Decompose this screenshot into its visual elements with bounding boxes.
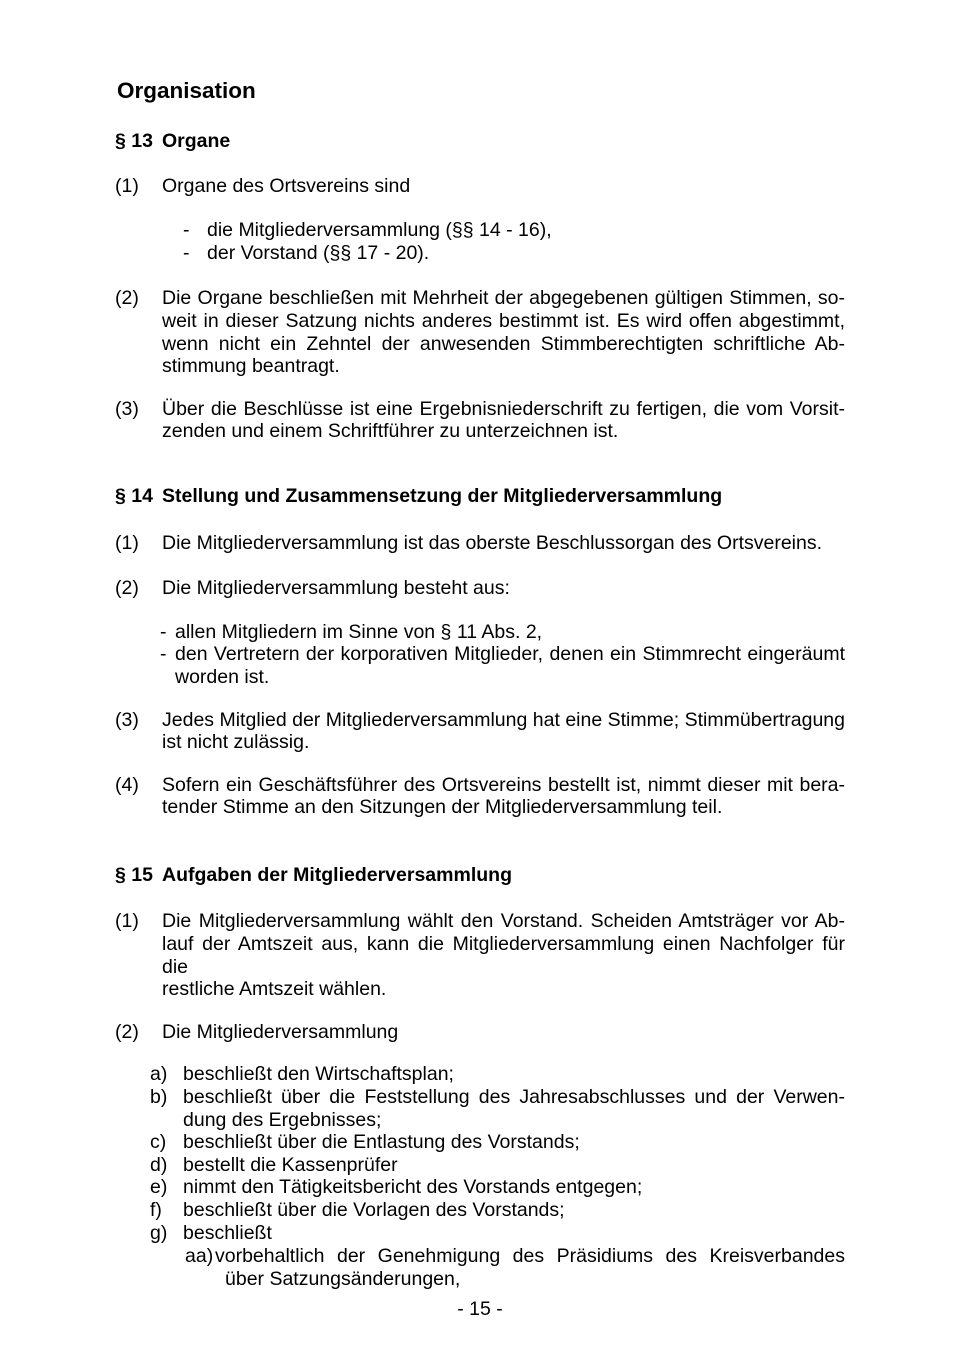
list-item [183, 219, 960, 242]
text-line: wenn nicht ein Zehntel der anwesenden Stimmberechtigten schriftliche Ab- [162, 332, 845, 355]
text-line: Die Mitgliederversammlung ist das oberste Beschlussorgan des Ortsvereins. [162, 531, 823, 554]
list-item-marker: d) [150, 1153, 168, 1176]
text-lines [162, 398, 845, 443]
dash-list [0, 219, 960, 264]
numbered-paragraph [115, 774, 960, 819]
list-item [150, 1176, 960, 1199]
section-heading-text: Aufgaben der Mitgliederversammlung [162, 863, 512, 886]
dash-bullet: - [160, 620, 167, 643]
text-line: beschließt [183, 1221, 272, 1244]
page-number: - 15 - [457, 1298, 503, 1321]
dash-bullet: - [183, 241, 190, 264]
text-lines [183, 1154, 845, 1177]
list-item [160, 643, 960, 688]
text-line: stimmung beantragt. [162, 355, 340, 378]
text-lines [183, 1086, 845, 1131]
paragraph-number: (3) [115, 397, 139, 420]
text-line: Über die Beschlüsse ist eine Ergebnisniederschrift zu fertigen, die vom Vorsit- [162, 397, 845, 420]
text-line: restliche Amtszeit wählen. [162, 978, 387, 1001]
list-item [150, 1086, 960, 1131]
text-line: ist nicht zulässig. [162, 731, 310, 754]
section-number: § 15 [115, 863, 153, 886]
section-number: § 13 [115, 130, 153, 152]
list-item [150, 1154, 960, 1177]
text-line: beschließt den Wirtschaftsplan; [183, 1063, 454, 1086]
section-heading-text: Stellung und Zusammensetzung der Mitgliederversammlung [162, 484, 723, 507]
text-line: allen Mitgliedern im Sinne von § 11 Abs. 2, [175, 620, 543, 643]
letter-list [0, 1063, 960, 1244]
text-line: Organe des Ortsvereins sind [162, 174, 411, 197]
text-lines [162, 175, 845, 198]
text-line: über Satzungsänderungen, [225, 1267, 461, 1290]
text-lines [162, 709, 845, 754]
list-item-marker: aa) [185, 1245, 214, 1268]
numbered-paragraph [115, 398, 960, 443]
subletter-list [0, 1245, 960, 1290]
text-lines [215, 1245, 845, 1290]
numbered-paragraph [115, 1021, 960, 1044]
text-lines [207, 242, 845, 265]
paragraph-number: (1) [115, 531, 139, 554]
list-item [183, 242, 960, 265]
list-item [150, 1199, 960, 1222]
text-line: Die Mitgliederversammlung wählt den Vorstand. Scheiden Amtsträger vor Ab- [162, 910, 845, 933]
text-lines [162, 532, 845, 555]
numbered-paragraph [115, 709, 960, 754]
list-item-marker: b) [150, 1086, 168, 1109]
text-lines [175, 621, 845, 644]
text-line: worden ist. [175, 665, 270, 688]
list-item-marker: a) [150, 1063, 168, 1086]
text-lines [207, 219, 845, 242]
text-line: lauf der Amtszeit aus, kann die Mitgliederversammlung einen Nachfolger für die [162, 933, 845, 978]
numbered-paragraph [115, 910, 960, 1000]
text-line: beschließt über die Feststellung des Jahresabschlusses und der Verwen- [183, 1086, 845, 1109]
list-item [150, 1222, 960, 1245]
text-lines [183, 1222, 845, 1245]
dash-bullet: - [183, 219, 190, 242]
paragraph-number: (2) [115, 287, 139, 310]
list-item [150, 1131, 960, 1154]
text-lines [162, 774, 845, 819]
text-lines [183, 1199, 845, 1222]
text-line: beschließt über die Entlastung des Vorstands; [183, 1131, 580, 1154]
text-lines [162, 910, 845, 1000]
text-lines [183, 1176, 845, 1199]
text-line: dung des Ergebnisses; [183, 1108, 382, 1131]
text-line: der Vorstand (§§ 17 - 20). [207, 241, 430, 264]
text-line: nimmt den Tätigkeitsbericht des Vorstands entgegen; [183, 1176, 643, 1199]
paragraph-number: (1) [115, 910, 139, 933]
section-heading [115, 485, 960, 508]
text-lines [175, 643, 845, 688]
text-line: den Vertretern der korporativen Mitglieder, denen ein Stimmrecht eingeräumt [175, 643, 845, 666]
dash-bullet: - [160, 643, 167, 666]
text-line: Die Mitgliederversammlung [162, 1020, 399, 1043]
text-line: tender Stimme an den Sitzungen der Mitgliederversammlung teil. [162, 796, 723, 819]
text-line: vorbehaltlich der Genehmigung des Präsidiums des Kreisverbandes [215, 1245, 845, 1268]
text-lines [183, 1063, 845, 1086]
text-lines [183, 1131, 845, 1154]
numbered-paragraph [115, 577, 960, 600]
list-item [150, 1063, 960, 1086]
text-lines [162, 1021, 845, 1044]
text-line: beschließt über die Vorlagen des Vorstands; [183, 1199, 565, 1221]
text-line: die Mitgliederversammlung (§§ 14 - 16), [207, 219, 552, 242]
list-item [185, 1245, 960, 1290]
numbered-paragraph [115, 175, 960, 198]
text-line: weit in dieser Satzung nichts anderes bestimmt ist. Es wird offen abgestimmt, [162, 309, 845, 332]
paragraph-number: (1) [115, 174, 139, 197]
list-item-marker: e) [150, 1176, 168, 1199]
section-heading [115, 130, 960, 153]
text-line: Sofern ein Geschäftsführer des Ortsvereins bestellt ist, nimmt dieser mit bera- [162, 773, 845, 796]
text-lines [162, 287, 845, 377]
text-line: zenden und einem Schriftführer zu unterzeichnen ist. [162, 420, 619, 443]
numbered-paragraph [115, 287, 960, 377]
section-number: § 14 [115, 484, 153, 507]
paragraph-number: (3) [115, 708, 139, 731]
paragraph-number: (2) [115, 577, 139, 600]
list-item-marker: c) [150, 1131, 167, 1154]
text-line: Jedes Mitglied der Mitgliederversammlung hat eine Stimme; Stimmübertragung [162, 708, 845, 731]
list-item-marker: f) [150, 1199, 162, 1221]
document-title: Organisation [117, 78, 256, 103]
numbered-paragraph [115, 532, 960, 555]
paragraph-number: (2) [115, 1020, 139, 1043]
paragraph-number: (4) [115, 773, 139, 796]
text-line: bestellt die Kassenprüfer [183, 1153, 398, 1176]
list-item [160, 621, 960, 644]
text-line: Die Mitgliederversammlung besteht aus: [162, 577, 510, 600]
dash-sublist [0, 621, 960, 689]
text-line: Die Organe beschließen mit Mehrheit der abgegebenen gültigen Stimmen, so- [162, 287, 845, 310]
text-lines [162, 577, 845, 600]
section-heading [115, 864, 960, 887]
section-heading-text: Organe [162, 130, 231, 152]
list-item-marker: g) [150, 1221, 168, 1244]
